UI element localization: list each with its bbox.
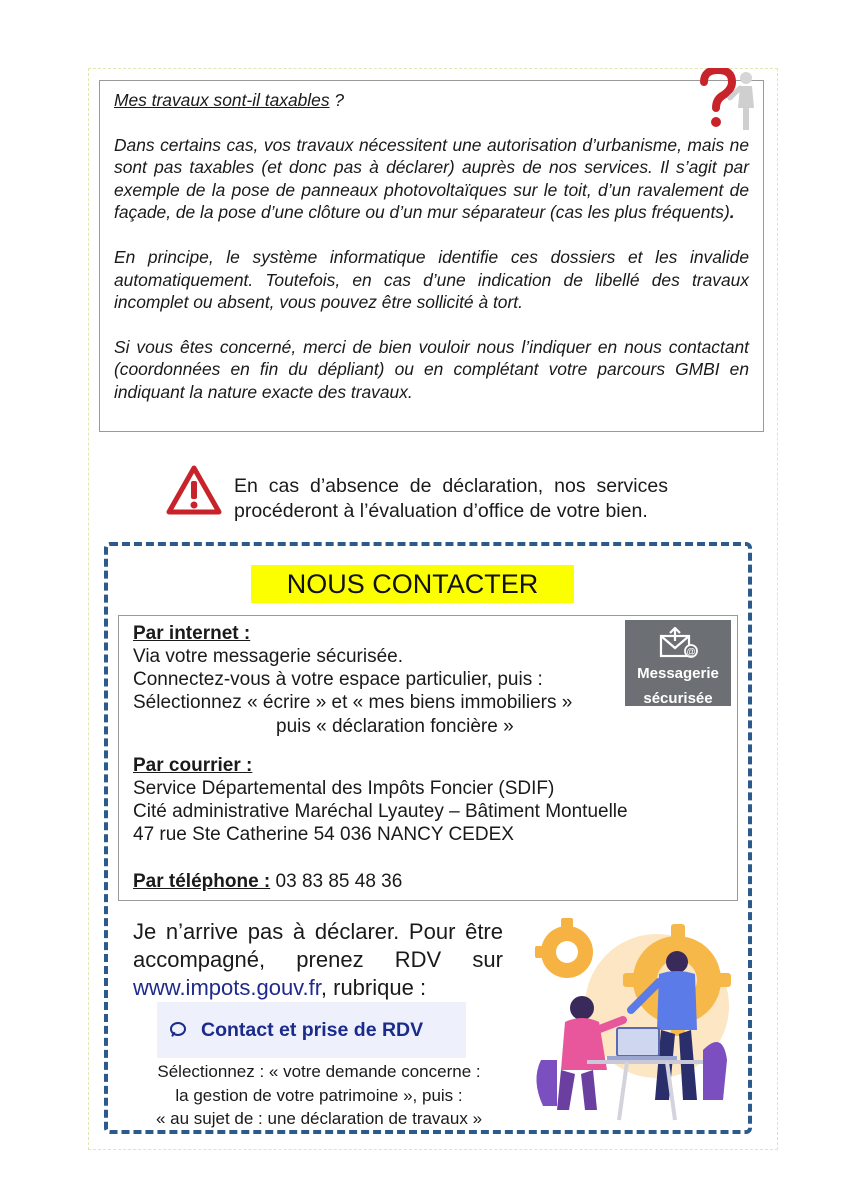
secure-messaging-badge[interactable] (625, 620, 731, 706)
select-line-1: Sélectionnez : « votre demande concerne : (157, 1062, 481, 1081)
faq-question: Mes travaux sont-il taxables ? (114, 90, 345, 110)
faq-paragraph-3: Si vous êtes concerné, merci de bien vouloir nous l’indiquer en nous contactant (coordonnées en fin du dépliant) ou en complétant votre parcours GMBI en indiquant la nature exacte des travaux. (114, 336, 749, 402)
help-text: Je n’arrive pas à déclarer. Pour être accompagné, prenez RDV sur www.impots.gouv.fr, rubrique : (133, 919, 503, 1000)
badge-line-2: sécurisée (643, 690, 713, 707)
internet-line-4: puis « déclaration foncière » (276, 716, 514, 737)
warning-text: En cas d’absence de déclaration, nos services procéderont à l’évaluation d’office de votre bien. (234, 475, 668, 522)
meeting-illustration (527, 910, 747, 1126)
telephone-line (133, 870, 402, 893)
courrier-line-2: Cité administrative Maréchal Lyautey – Bâtiment Montuelle (133, 801, 628, 822)
select-instructions (118, 1060, 520, 1131)
telephone-number[interactable]: 03 83 85 48 36 (270, 871, 403, 892)
courrier-line-1: Service Départemental des Impôts Foncier (SDIF) (133, 778, 555, 799)
faq-paragraph-1: Dans certains cas, vos travaux nécessitent une autorisation d’urbanisme, mais ne sont pas taxables (et donc pas à déclarer) auprès de nos services. Il s’agit par exemple de la pose de panneaux photovoltaïques sur le toit, d’un ravalement de façade, de la pose d’une clôture ou d’un mur séparateur (cas les plus fréquents). (114, 134, 749, 223)
contact-title: NOUS CONTACTER (251, 565, 574, 603)
select-line-3: « au sujet de : une déclaration de travaux » (155, 1109, 483, 1128)
contact-rdv-button[interactable]: Contact et prise de RDV (157, 1002, 466, 1058)
telephone-label: Par téléphone : (133, 871, 271, 892)
impots-link[interactable]: www.impots.gouv.fr (133, 975, 321, 1000)
internet-label: Par internet : (133, 623, 251, 644)
chat-bubble-icon (170, 1022, 186, 1036)
faq-box (99, 80, 764, 432)
internet-line-3: Sélectionnez « écrire » et « mes biens immobiliers » (133, 692, 573, 713)
courrier-line-3: 47 rue Ste Catherine 54 036 NANCY CEDEX (133, 824, 514, 845)
secure-mail-icon (658, 627, 698, 659)
select-line-2: la gestion de votre patrimoine », puis : (175, 1085, 463, 1105)
internet-line-1: Via votre messagerie sécurisée. (133, 646, 403, 667)
courrier-label: Par courrier : (133, 755, 253, 776)
internet-line-2: Connectez-vous à votre espace particulier, puis : (133, 669, 543, 690)
question-mark-person-icon (694, 68, 766, 138)
warning-triangle-icon (166, 464, 222, 516)
faq-paragraph-2: En principe, le système informatique identifie ces dossiers et les invalide automatiquement. Toutefois, en cas d’une indication de libellé des travaux incomplet ou absent, vous pouvez être sollicité à tort. (114, 246, 749, 313)
badge-line-1: Messagerie (637, 665, 719, 682)
svg-text:@: @ (686, 646, 696, 657)
